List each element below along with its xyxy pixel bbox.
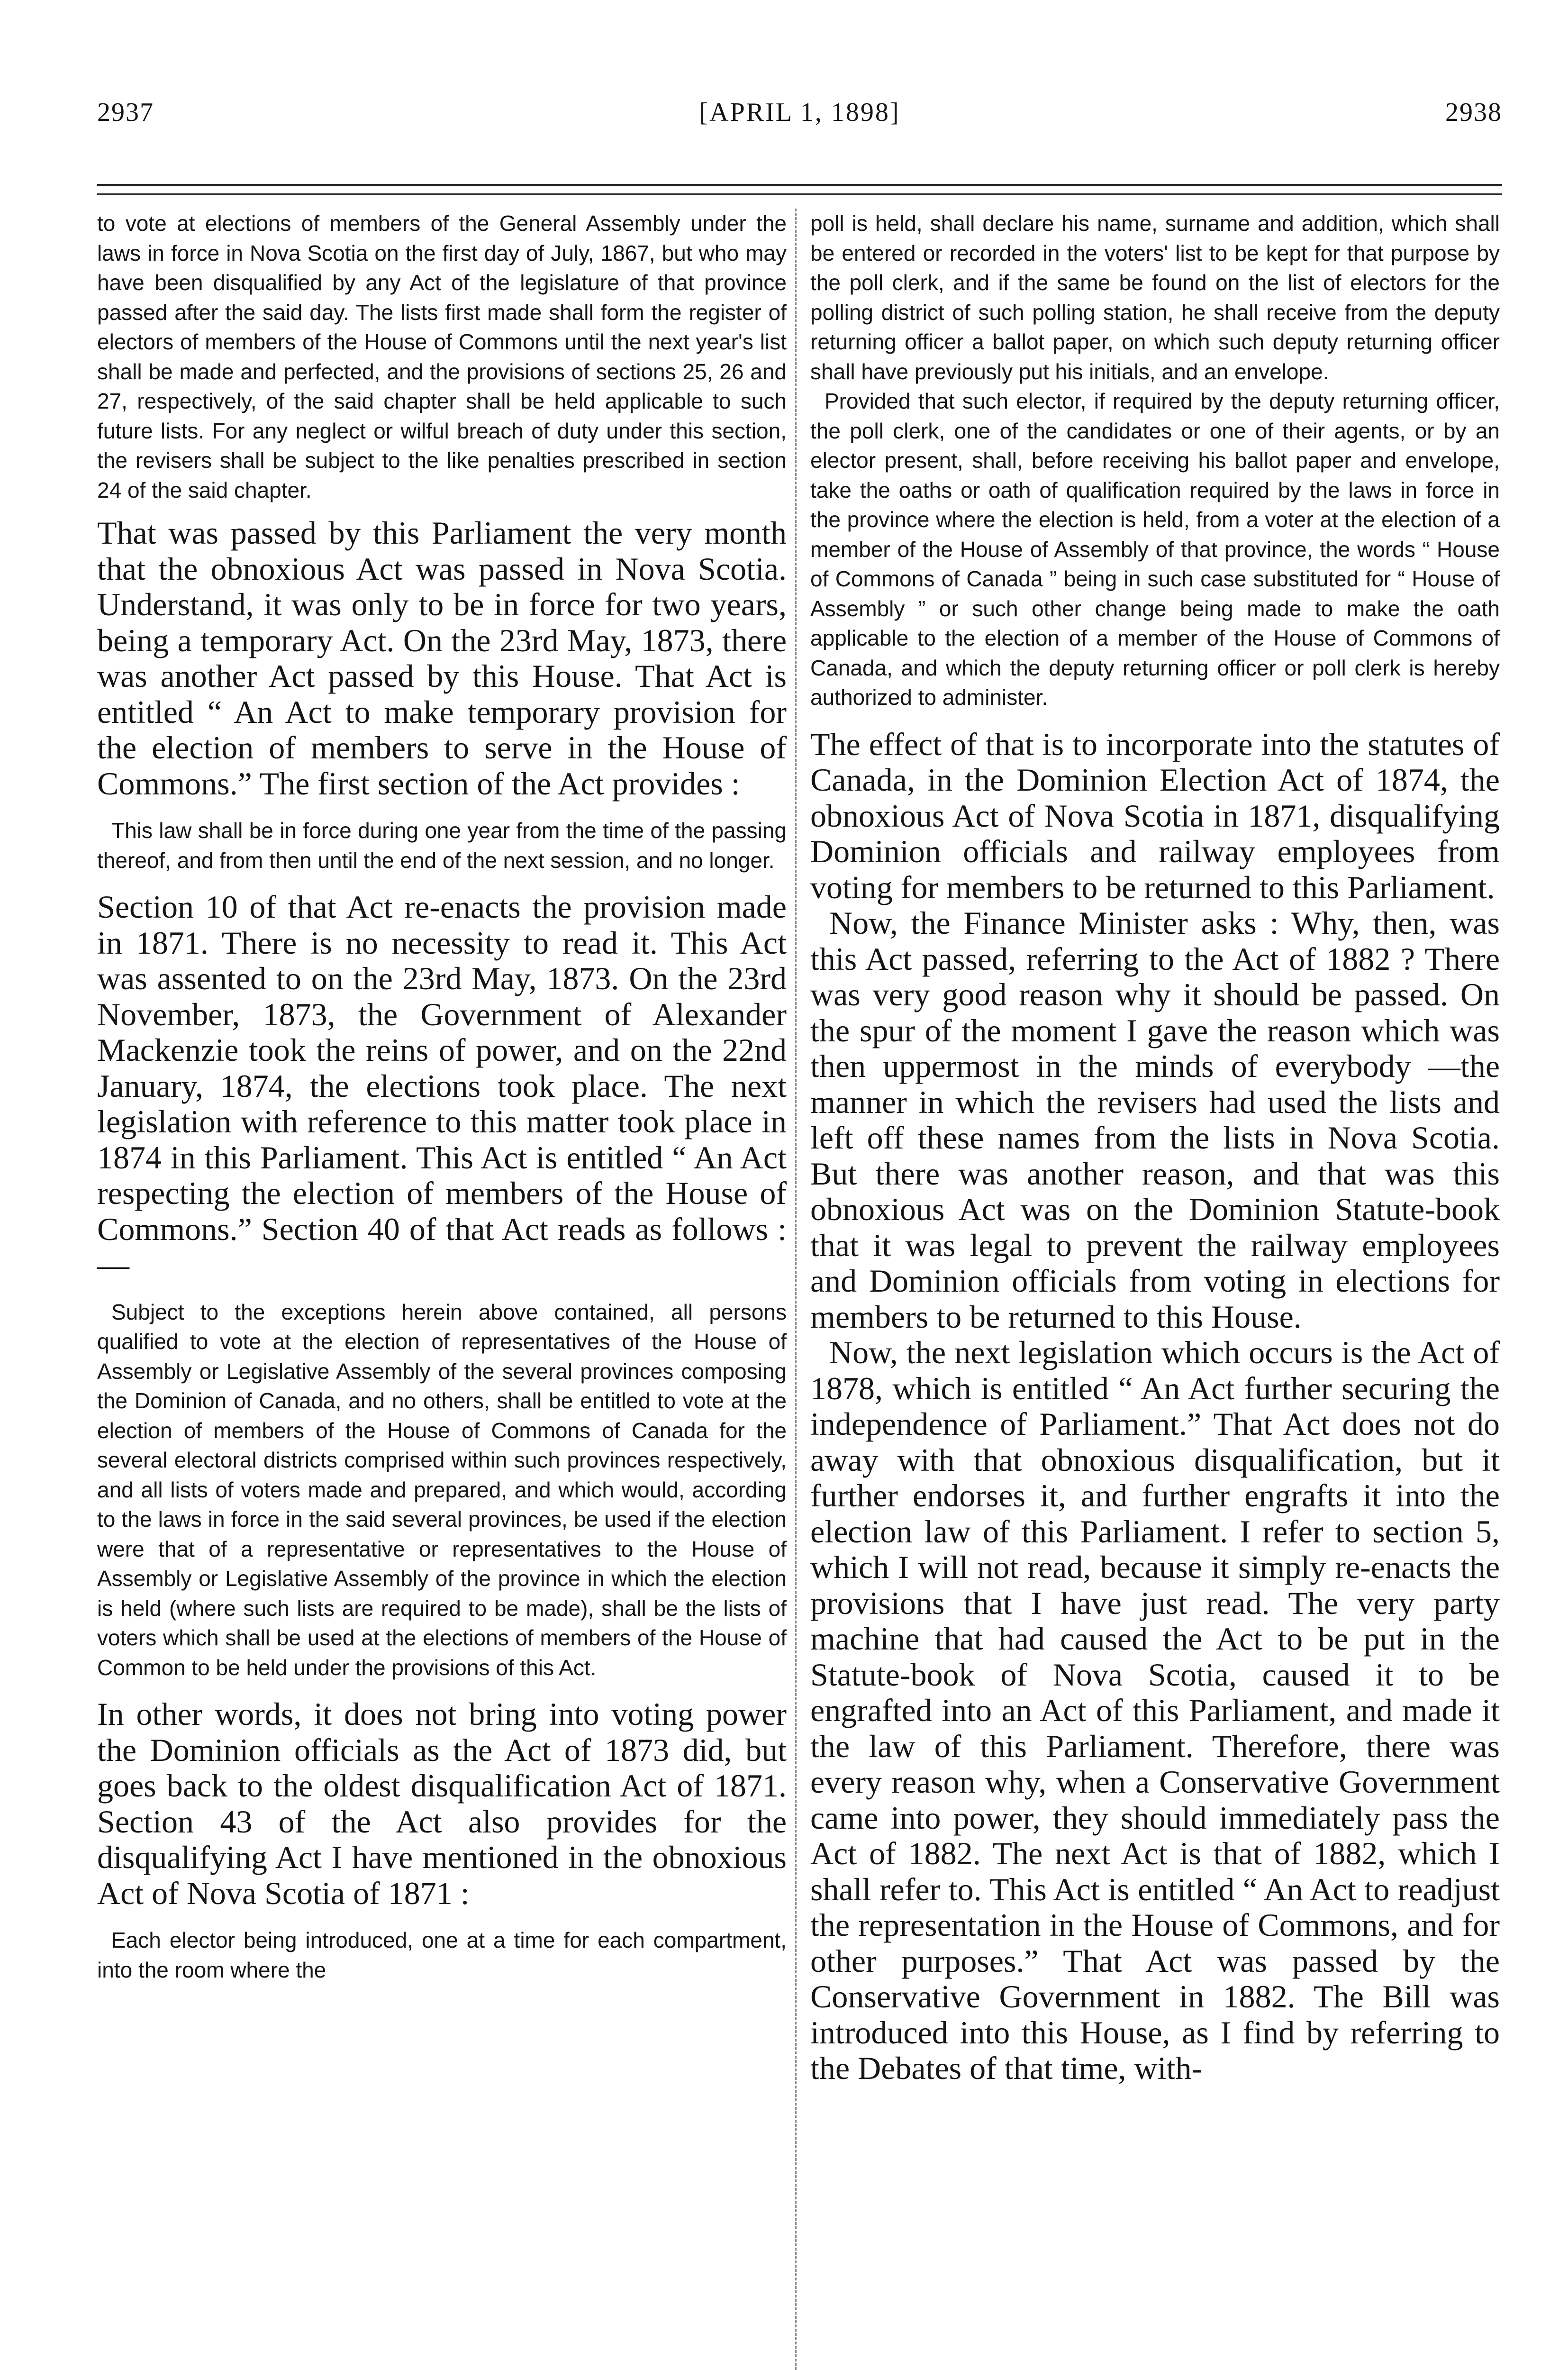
column-divider xyxy=(795,209,797,2370)
left-column xyxy=(97,209,787,1985)
right-paragraph-act-1878: Now, the next legislation which occurs is the Act of 1878, which is entitled “ An Act further securing the independence of Parliament.” That Act does not do away with that obnoxious disqualification, but it further endorses it, and further engrafts it into the election law of this Parliament. I refer to section 5, which I will not read, because it simply re-enacts the provisions that I have just read. The very party machine that had caused the Act to be put in the Statute-book of Nova Scotia, caused it to be engrafted into an Act of this Parliament, and made it the law of this Parliament. Therefore, there was every reason why, when a Conservative Government came into power, they should immediately pass the Act of 1882. The next Act is that of 1882, which I shall refer to. This Act is entitled “ An Act to readjust the representation in the House of Commons, and for other purposes.” That Act was passed by the Conservative Government in 1882. The Bill was introduced into this House, as I find by referring to the Debates of that time, with- xyxy=(810,1334,1500,2086)
header-rule-top xyxy=(97,184,1502,186)
right-quote-proviso: Provided that such elector, if required by the deputy returning officer, the poll clerk, one of the candidates or one of their agents, or by an elector present, shall, before receiving his ballot paper and envelope, take the oaths or oath of qualification required by the laws in force in the province where the election is held, from a voter at the election of a member of the House of Assembly of that province, the words “ House of Commons of Canada ” being in such case substituted for “ House of Assembly ” or such other change being made to make the oath applicable to the election of a member of the House of Commons of Canada, and which the deputy returning officer or poll clerk is hereby authorized to administer. xyxy=(810,389,1500,710)
page-number-right: 2938 xyxy=(1445,98,1502,127)
left-quote-section-40: Subject to the exceptions herein above contained, all persons qualified to vote at the election of representatives of the House of Assembly or Legislative Assembly of the several provinces composing the Dominion of Canada, and no others, shall be entitled to vote at the election of members of the House of Commons of Canada for the several electoral districts comprised within such provinces respectively, and all lists of voters made and prepared, and which would, according to the laws in force in the said several provinces, be used if the election were that of a representative or representatives to the House of Assembly or Legislative Assembly of the province in which the election is held (where such lists are required to be made), shall be the lists of voters which shall be used at the elections of members of the House of Common to be held under the provisions of this Act. xyxy=(97,1299,787,1680)
page-number-left: 2937 xyxy=(97,98,154,127)
header-rule-bottom xyxy=(97,193,1502,195)
right-quote-continued: poll is held, shall declare his name, surname and addition, which shall be entered or recorded in the voters' list to be kept for that purpose by the poll clerk, and if the same be found on the list of electors for the polling district of such polling station, he shall receive from the deputy returning officer a ballot paper, on which such deputy returning officer shall have previously put his initials, and an envelope. xyxy=(810,211,1500,384)
page-header xyxy=(97,97,1502,140)
left-paragraph-section-10: Section 10 of that Act re-enacts the provision made in 1871. There is no necessity to read it. This Act was assented to on the 23rd May, 1873. On the 23rd November, 1873, the Government of Alexander Mackenzie took the reins of power, and on the 22nd January, 1874, the elections took place. The next legislation with reference to this matter took place in 1874 in this Parliament. This Act is entitled “ An Act respecting the election of members of the House of Commons.” Section 40 of that Act reads as follows :— xyxy=(97,889,787,1283)
right-column xyxy=(810,209,1500,2087)
left-quote-section-1: This law shall be in force during one year from the time of the passing thereof, and from then until the end of the next session, and no longer. xyxy=(97,818,787,873)
left-paragraph-1873-act: That was passed by this Parliament the very month that the obnoxious Act was passed in Nova Scotia. Understand, it was only to be in force for two years, being a temporary Act. On the 23rd May, 1873, there was another Act passed by this House. That Act is entitled “ An Act to make temporary provision for the election of members to serve in the House of Commons.” The first section of the Act provides : xyxy=(97,515,787,802)
left-quote-section-43: Each elector being introduced, one at a time for each compartment, into the room where the xyxy=(97,1928,787,1982)
right-paragraph-finance-minister: Now, the Finance Minister asks : Why, then, was this Act passed, referring to the Act of 1882 ? There was very good reason why it should be passed. On the spur of the moment I gave the reason which was then uppermost in the minds of everybody —the manner in which the revisers had used the lists and left off these names from the lists in Nova Scotia. But there was another reason, and that was this obnoxious Act was on the Dominion Statute-book that it was legal to prevent the railway employees and Dominion officials from voting in elections for members to be returned to this House. xyxy=(810,905,1500,1335)
page-date: [APRIL 1, 1898] xyxy=(699,98,900,127)
right-paragraph-effect: The effect of that is to incorporate into the statutes of Canada, in the Dominion Election Act of 1874, the obnoxious Act of Nova Scotia in 1871, disqualifying Dominion officials and railway employees from voting for members to be returned to this Parliament. xyxy=(810,726,1500,905)
left-quote-continued: to vote at elections of members of the General Assembly under the laws in force in Nova Scotia on the first day of July, 1867, but who may have been disqualified by any Act of the legislature of that province passed after the said day. The lists first made shall form the register of electors of members of the House of Commons until the next year's list shall be made and perfected, and the provisions of sections 25, 26 and 27, respectively, of the said chapter shall be held applicable to such future lists. For any neglect or wilful breach of duty under this section, the revisers shall be subject to the like penalties prescribed in section 24 of the said chapter. xyxy=(97,211,787,502)
left-paragraph-in-other-words: In other words, it does not bring into voting power the Dominion officials as the Act of 1873 did, but goes back to the oldest disqualification Act of 1871. Section 43 of the Act also provides for the disqualifying Act I have mentioned in the obnoxious Act of Nova Scotia of 1871 : xyxy=(97,1696,787,1911)
